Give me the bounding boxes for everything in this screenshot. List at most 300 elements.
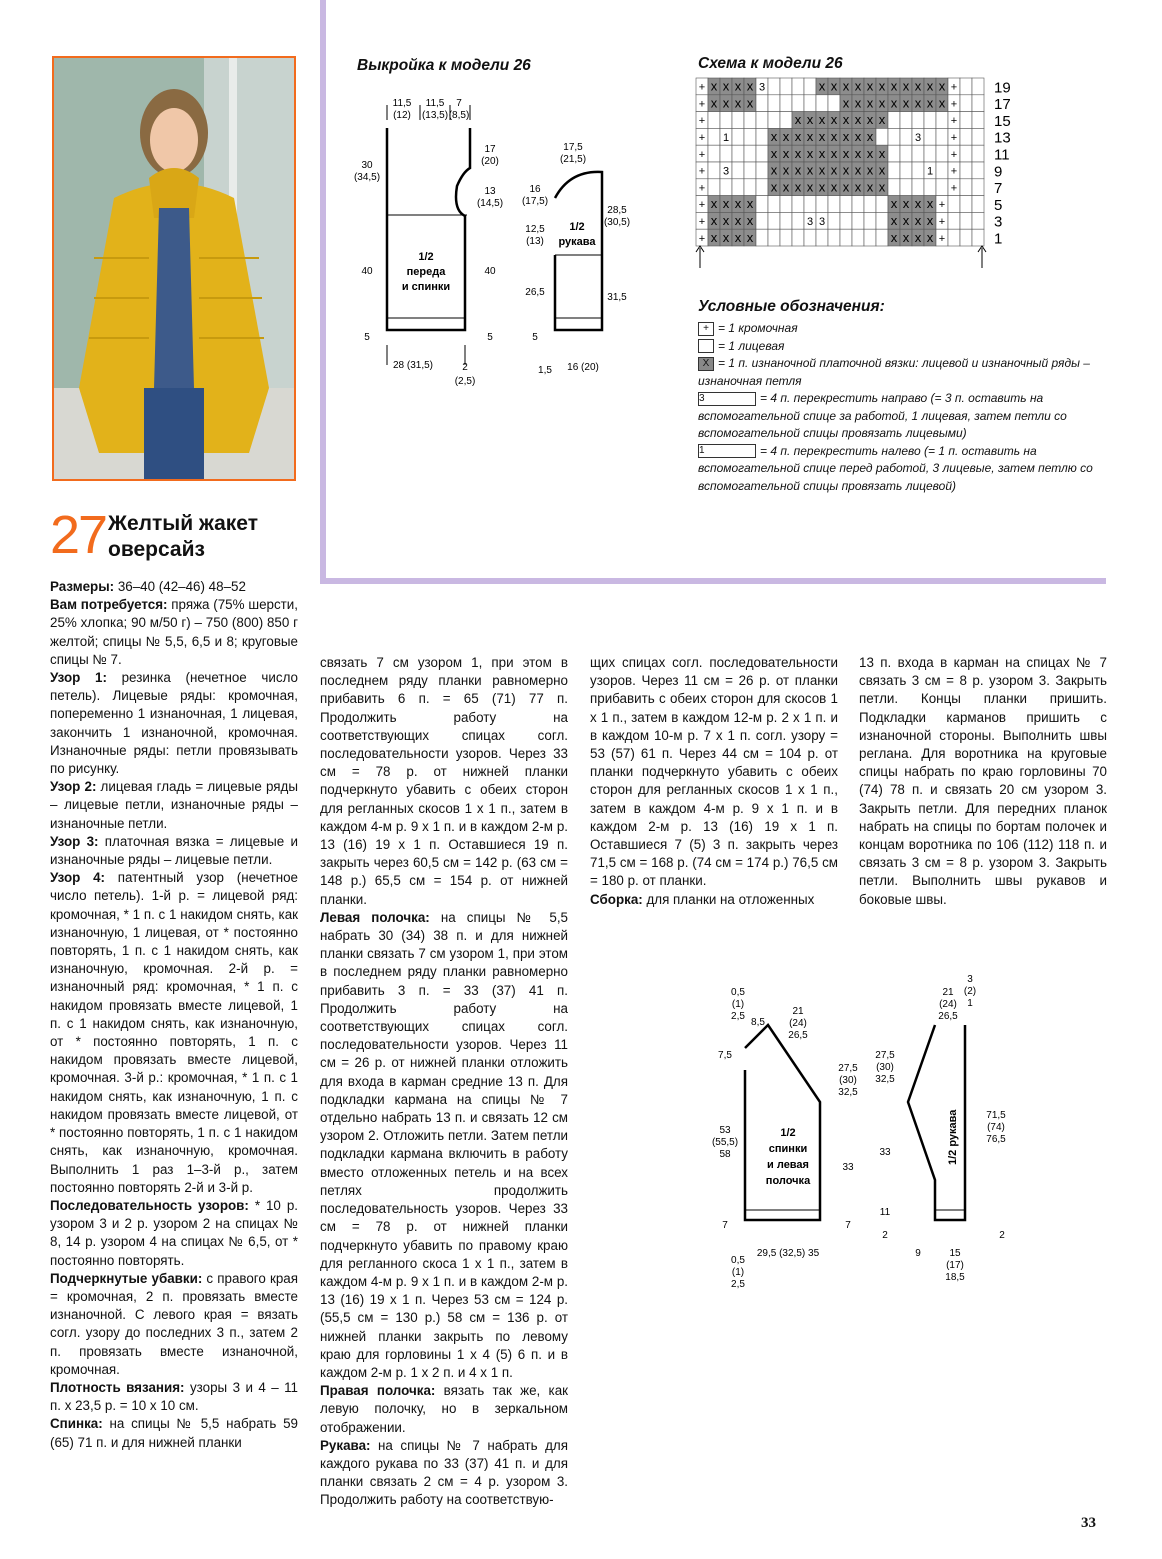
- chart-cell: [972, 145, 984, 162]
- chart-cell: [720, 179, 732, 196]
- paragraph: [320, 654, 568, 909]
- chart-symbol: x: [734, 196, 742, 212]
- legend-item: [698, 320, 1108, 338]
- raglan-diagram: [711, 970, 1040, 1290]
- dimension-label: 1,5: [538, 365, 552, 376]
- chart-symbol: +: [950, 81, 958, 94]
- chart-row-label: 1: [994, 230, 1003, 248]
- dimension-label: и левая: [767, 1159, 809, 1171]
- chart-cell: [972, 128, 984, 145]
- chart-symbol: x: [914, 196, 922, 212]
- chart-cell: [756, 128, 768, 145]
- chart-cell: [936, 112, 948, 129]
- chart-cell: [924, 179, 936, 196]
- paragraph-text: узоры 3 и 4 – 11 п. х 23,5 р. = 10 х 10 см.: [50, 1379, 299, 1414]
- chart-cell: [756, 229, 768, 246]
- chart-cell: [756, 196, 768, 213]
- dimension-label: 11,5: [425, 98, 445, 109]
- chart-symbol: 3: [806, 216, 814, 228]
- dimension-label: 33: [879, 1147, 891, 1158]
- dimension-label: 17,5: [563, 142, 583, 153]
- chart-symbol: x: [710, 213, 718, 228]
- dimension-label: (17,5): [521, 196, 549, 207]
- paragraph-text: 13 п. входа в карман на спицах № 7 связать 3 см = 8 р. узором 3. Закрыть петли. Концы планки пришить. Подкладки карманов пришить с изнаночной стороны. Выполнить швы реглана. Для воротника на круговые спицы набрать по краю горловины 70 (74) 78 п. и связать 20 см узором 3. Закрыть петли. Для передних планок набрать на спицы по бортам полочек и концам воротника по 106 (112) 118 п. и связать 3 см = 8 р. узором 3. Закрыть петли. Выполнить швы рукавов и боковые швы.: [859, 655, 1107, 907]
- chart-symbol: +: [698, 81, 706, 94]
- chart-symbol: x: [746, 229, 754, 245]
- chart-symbol: x: [842, 129, 850, 144]
- chart-symbol: x: [938, 95, 946, 111]
- dimension-label: 21: [942, 987, 954, 998]
- chart-symbol: x: [866, 95, 874, 111]
- chart-symbol: x: [854, 145, 862, 161]
- chart-symbol: x: [794, 162, 802, 178]
- paragraph-text: патентный узор (нечетное число петель). 1-й р. = лицевой ряд: кромочная, * 1 п. с 1 накидом снять, как изнаночную, 1 лицевая, от * постоянно повторять, 1 п. с 1 накидом снять, как изнаночную, кромочная. 2-й р. = изнаночный ряд: кромочная, * 1 п. с накидом провязать вместе лицевой, 1 п. с 1 накидом снять, как изнаночную, от * постоянно повторять, 1 п. с накидом провязать вместе лицевой, кромочная. 3-й р.: кромочная, * 1 п. с 1 накидом снять, как изнаночную, 1 п. с накидом провязать вместе лицевой, от * постоянно повторять, 1 п. с 1 накидом снять, как изнаночную, кромочная. Выполнить 1 раз 1–3-й р., затем постоянно повторять 2-й и 3-й р.: [50, 870, 298, 1195]
- column-1: [50, 578, 298, 1452]
- dimension-label: 40: [484, 266, 496, 277]
- chart-row-label: 3: [994, 213, 1003, 231]
- chart-symbol: x: [746, 213, 754, 228]
- dimension-label: (13): [526, 236, 544, 247]
- dimension-label: 1/2: [569, 221, 585, 233]
- chart-symbol: +: [698, 165, 706, 178]
- chart-cell: [732, 145, 744, 162]
- chart-symbol: x: [794, 145, 802, 161]
- chart-cell: [888, 145, 900, 162]
- chart-symbol: +: [698, 132, 706, 144]
- chart-symbol: +: [950, 165, 958, 178]
- legend-symbol-icon: [698, 339, 714, 353]
- chart-symbol: x: [890, 196, 898, 212]
- paragraph: [320, 1382, 568, 1437]
- column-3: [590, 654, 838, 909]
- chart-symbol: x: [902, 196, 910, 212]
- chart-cell: [816, 196, 828, 213]
- paragraph: [50, 1197, 298, 1270]
- chart-symbol: +: [698, 199, 706, 212]
- paragraph: [50, 869, 298, 1197]
- chart-cell: [912, 162, 924, 179]
- dimension-label: 32,5: [875, 1074, 895, 1085]
- chart-arrow-icon: [696, 246, 704, 268]
- chart-symbol: x: [818, 78, 826, 94]
- chart-cell: [936, 179, 948, 196]
- chart-title: Схема к модели 26: [698, 55, 843, 72]
- chart-symbol: x: [866, 145, 874, 161]
- paragraph-text: резинка (нечетное число петель). Лицевые ряды: кромочная, попеременно 1 изнаночная, 1 лицевая, закончить 1 изнаночной, кромочная. Изнаночные ряды: петли провязывать по рисунку.: [50, 670, 298, 777]
- chart-symbol: x: [770, 179, 778, 195]
- chart-cell: [864, 196, 876, 213]
- chart-symbol: +: [950, 148, 958, 161]
- chart-cell: [972, 196, 984, 213]
- dimension-label: 53: [719, 1125, 731, 1136]
- chart-symbol: x: [770, 129, 778, 144]
- dimension-label: 8,5: [751, 1017, 765, 1028]
- chart-cell: [744, 128, 756, 145]
- chart-symbol: x: [866, 78, 874, 94]
- dimension-label: 7: [845, 1220, 851, 1231]
- chart-symbol: x: [818, 179, 826, 195]
- chart-cell: [852, 229, 864, 246]
- chart-cell: [912, 112, 924, 129]
- chart-cell: [972, 95, 984, 112]
- chart-symbol: +: [698, 115, 706, 128]
- dimension-label: 18,5: [945, 1272, 965, 1283]
- chart-symbol: x: [914, 78, 922, 94]
- dimension-label: (13,5): [421, 110, 449, 121]
- chart-cell: [960, 95, 972, 112]
- chart-cell: [828, 196, 840, 213]
- dimension-label: 9: [915, 1248, 921, 1259]
- dimension-label: 27,5: [875, 1050, 895, 1061]
- chart-cell: [876, 229, 888, 246]
- chart-symbol: x: [842, 162, 850, 178]
- dimension-label: 2,5: [731, 1011, 745, 1022]
- chart-symbol: x: [854, 129, 862, 144]
- paragraph-text: на спицы № 5,5 набрать 59 (65) 71 п. и для нижней планки: [50, 1416, 298, 1450]
- chart-cell: [720, 112, 732, 129]
- chart-symbol: x: [842, 112, 850, 128]
- chart-cell: [864, 229, 876, 246]
- dimension-label: 11,5: [392, 98, 412, 109]
- frame-horizontal: [320, 578, 1106, 584]
- dimension-label: 33: [842, 1162, 854, 1173]
- chart-cell: [972, 78, 984, 95]
- chart-cell: [780, 95, 792, 112]
- chart-cell: [888, 112, 900, 129]
- chart-symbol: x: [818, 129, 826, 144]
- dimension-label: 28,5: [607, 205, 627, 216]
- dimension-label: 58: [719, 1149, 731, 1160]
- chart-symbol: x: [842, 145, 850, 161]
- chart-cell: [732, 128, 744, 145]
- chart-symbol: x: [722, 78, 730, 94]
- dimension-label: 1: [967, 998, 973, 1009]
- chart-cell: [756, 179, 768, 196]
- model-photo: [52, 56, 296, 481]
- chart-symbol: x: [866, 112, 874, 128]
- chart-symbol: +: [950, 115, 958, 128]
- chart-cell: [780, 112, 792, 129]
- paragraph-text: платочная вязка = лицевые и изнаночные ряды – лицевые петли.: [50, 833, 298, 868]
- legend-item: [698, 338, 1108, 356]
- paragraph-heading: Левая полочка:: [320, 909, 430, 925]
- chart-cell: [864, 212, 876, 229]
- chart-symbol: x: [710, 78, 718, 94]
- dimension-label: (1): [731, 999, 745, 1010]
- dimension-label: 26,5: [938, 1011, 958, 1022]
- dimension-label: (21,5): [559, 154, 587, 165]
- dimension-label: 76,5: [986, 1134, 1006, 1145]
- legend-text: = 4 п. перекрестить налево (= 1 п. оставить на вспомогательной спице перед работой, 3 лицевые, затем петлю со вспомогательной спицы провязать лицевой): [698, 443, 1093, 493]
- chart-symbol: x: [746, 95, 754, 111]
- chart-symbol: x: [710, 229, 718, 245]
- chart-symbol: 3: [758, 81, 766, 94]
- chart-cell: [888, 128, 900, 145]
- legend-symbol-icon: 1: [698, 444, 756, 458]
- chart-symbol: x: [890, 78, 898, 94]
- chart-cell: [828, 212, 840, 229]
- chart-symbol: x: [830, 162, 838, 178]
- chart-symbol: x: [842, 95, 850, 111]
- page-number: 33: [1081, 1515, 1096, 1531]
- paragraph: [859, 654, 1107, 909]
- dimension-label: 28 (31,5): [392, 360, 434, 371]
- dimension-label: (30,5): [603, 217, 631, 228]
- dimension-label: 29,5 (32,5) 35: [756, 1248, 820, 1259]
- dimension-label: 5: [532, 332, 538, 343]
- chart-symbol: +: [938, 232, 946, 245]
- paragraph: [50, 596, 298, 669]
- chart-row-label: 15: [994, 112, 1011, 130]
- dimension-label: 7: [722, 1220, 728, 1231]
- chart-symbol: 3: [722, 165, 730, 178]
- chart-symbol: x: [890, 213, 898, 228]
- dimension-label: 2: [999, 1230, 1005, 1241]
- chart-cell: [816, 229, 828, 246]
- dimension-label: спинки: [768, 1143, 808, 1155]
- chart-symbol: x: [782, 162, 790, 178]
- chart-cell: [948, 229, 960, 246]
- dimension-label: 2,5: [731, 1279, 745, 1290]
- legend-symbol-icon: 3: [698, 392, 756, 406]
- chart-cell: [924, 112, 936, 129]
- chart-cell: [792, 95, 804, 112]
- paragraph: [320, 1437, 568, 1510]
- chart-symbol: x: [806, 112, 814, 128]
- dimension-label: (1): [731, 1267, 745, 1278]
- chart-symbol: x: [782, 129, 790, 144]
- chart-symbol: x: [854, 112, 862, 128]
- chart-symbol: x: [806, 162, 814, 178]
- chart-cell: [720, 145, 732, 162]
- chart-row-label: 7: [994, 180, 1003, 198]
- dimension-label: 0,5: [731, 987, 745, 998]
- chart-symbol: x: [926, 196, 934, 212]
- dimension-label: 7,5: [718, 1050, 732, 1061]
- chart-symbol: 3: [914, 132, 922, 144]
- chart-cell: [780, 196, 792, 213]
- dimension-label: 7: [456, 98, 462, 109]
- paragraph-text: на спицы № 5,5 набрать 30 (34) 38 п. и для нижней планки связать 7 см узором 1, при этом в последнем ряду планки равномерно прибавить 3 п. = 33 (37) 41 п. Продолжить работу на соответствующих спицах согл. последовательности узоров. Через 11 см = 26 р. от нижней планки отложить для входа в карман средние 13 п. Для подкладки кармана на спицы № 7 отдельно набрать 13 п. и связать 12 см узором 2. Отложить петли. Затем петли подкладки кармана включить в работу вместо отложенных петель и на всех петлях продолжить последовательность узоров. Через 33 см = 78 р. от нижней планки подчеркнуто убавить по правому краю для регланного скоса 1 х 1 п., затем в каждом 4-м р. 9 х 1 п. и в каждом 2-м р. 13 (16) 19 х 1 п. Через 53 см = 124 р. (55,5 см = 130 р.) 58 см = 136 р. от нижней планки закрыть по левому краю для горловины 1 х 4 (5) 6 п. и в каждом 2-м р. 1 х 2 п. и 4 х 1 п.: [320, 909, 568, 1380]
- chart-cell: [792, 212, 804, 229]
- legend-text: = 4 п. перекрестить направо (= 3 п. оставить на вспомогательной спице за работой, 1 лицевая, затем петли со вспомогательной спицы провязать лицевыми): [698, 391, 1067, 440]
- chart-cell: [732, 179, 744, 196]
- chart-symbol: x: [782, 145, 790, 161]
- chart-symbol: x: [854, 179, 862, 195]
- dimension-label: рукава: [558, 236, 596, 248]
- chart-cell: [900, 162, 912, 179]
- chart-cell: [888, 179, 900, 196]
- chart-cell: [828, 95, 840, 112]
- dimension-label: 16: [529, 184, 541, 195]
- dimension-label: (20): [481, 156, 499, 167]
- chart-symbol: x: [902, 78, 910, 94]
- chart-symbol: x: [722, 229, 730, 245]
- chart-symbol: x: [770, 162, 778, 178]
- chart-cell: [960, 128, 972, 145]
- chart-symbol: x: [794, 129, 802, 144]
- legend-item: [698, 443, 1108, 496]
- chart-cell: [768, 196, 780, 213]
- chart-cell: [912, 145, 924, 162]
- chart-symbol: x: [854, 78, 862, 94]
- chart-symbol: +: [950, 132, 958, 144]
- chart-cell: [768, 112, 780, 129]
- chart-symbol: x: [890, 229, 898, 245]
- chart-symbol: x: [746, 196, 754, 212]
- legend-symbol-icon: X: [698, 357, 714, 371]
- legend-item: [698, 355, 1108, 390]
- dimension-label: 32,5: [838, 1087, 858, 1098]
- chart-row-label: 5: [994, 196, 1003, 214]
- chart-cell: [972, 229, 984, 246]
- dimension-label: (24): [789, 1018, 807, 1029]
- chart-cell: [780, 212, 792, 229]
- chart-symbol: x: [914, 229, 922, 245]
- chart-cell: [876, 212, 888, 229]
- legend-item: [698, 390, 1108, 443]
- chart-cell: [924, 128, 936, 145]
- chart-symbol: x: [926, 95, 934, 111]
- chart-cell: [960, 179, 972, 196]
- chart-cell: [876, 128, 888, 145]
- dimension-label: (30): [839, 1075, 857, 1086]
- chart-cell: [960, 196, 972, 213]
- chart-symbol: +: [698, 232, 706, 245]
- dimension-label: (34,5): [353, 172, 381, 183]
- paragraph-heading: Рукава:: [320, 1437, 371, 1453]
- chart-symbol: +: [938, 216, 946, 228]
- legend-text: = 1 п. изнаночной платочной вязки: лицевой и изнаночный ряды – изнаночная петля: [698, 356, 1090, 388]
- chart-symbol: x: [734, 78, 742, 94]
- paragraph-text: лицевая гладь = лицевые ряды – лицевые петли, изнаночные ряды – изнаночные петли.: [50, 779, 298, 831]
- chart-row-label: 17: [994, 96, 1011, 114]
- chart-symbol: x: [830, 78, 838, 94]
- chart-symbol: x: [854, 162, 862, 178]
- chart-cell: [732, 162, 744, 179]
- chart-symbol: 3: [818, 216, 826, 228]
- chart-symbol: x: [938, 78, 946, 94]
- chart-symbol: x: [818, 145, 826, 161]
- chart-cell: [936, 162, 948, 179]
- chart-cell: [708, 112, 720, 129]
- frame-vertical: [320, 0, 326, 584]
- chart-cell: [816, 95, 828, 112]
- chart-symbol: +: [698, 98, 706, 111]
- chart-cell: [972, 179, 984, 196]
- chart-cell: [744, 112, 756, 129]
- paragraph: [50, 1379, 298, 1415]
- pattern-title: Выкройка к модели 26: [357, 57, 531, 74]
- dimension-label: 3: [967, 974, 973, 985]
- chart-cell: [804, 95, 816, 112]
- paragraph-text: * 10 р. узором 3 и 2 р. узором 2 на спицах № 8, 14 р. узором 4 на спицах № 6,5, от * постоянно повторять.: [50, 1197, 298, 1268]
- chart-cell: [888, 162, 900, 179]
- paragraph: [50, 1415, 298, 1451]
- dimension-label: переда: [406, 266, 446, 278]
- paragraph: [320, 909, 568, 1382]
- chart-cell: [744, 179, 756, 196]
- dimension-label: 15: [949, 1248, 961, 1259]
- dimension-label: 13: [484, 186, 496, 197]
- paragraph-heading: Узор 1:: [50, 670, 107, 686]
- legend-symbol-icon: +: [698, 322, 714, 336]
- chart-symbol: x: [830, 112, 838, 128]
- chart-cell: [756, 212, 768, 229]
- chart-cell: [852, 212, 864, 229]
- dimension-label: (2,5): [454, 376, 476, 387]
- dimension-label: 16 (20): [567, 362, 599, 373]
- dimension-label: (8,5): [448, 110, 470, 121]
- dimension-label: 5: [487, 332, 493, 343]
- paragraph-text: связать 7 см узором 1, при этом в последнем ряду планки равномерно прибавить 6 п. = 65 (71) 77 п. Продолжить работу на соответствующих спицах согл. последовательности узоров. Через 33 см = 78 р. от нижней планки подчеркнуто убавить с обеих сторон для регланных скосов 1 х 1 п., затем в каждом 4-м р. 9 х 1 п. и в каждом 2-м р. 13 (16) 19 х 1 п. Оставшиеся 19 п. закрыть через 60,5 см = 142 р. (63 см = 148 р.) 65,5 см = 154 р. от нижней планки.: [320, 655, 568, 907]
- chart-symbol: x: [878, 179, 886, 195]
- chart-cell: [708, 162, 720, 179]
- chart-symbol: 1: [722, 132, 730, 144]
- chart-cell: [876, 196, 888, 213]
- chart-symbol: x: [902, 213, 910, 228]
- chart-symbol: x: [842, 179, 850, 195]
- paragraph-heading: Сборка:: [590, 891, 643, 907]
- sleeve-label: 1/2 рукава: [947, 1109, 959, 1165]
- chart-cell: [972, 162, 984, 179]
- paragraph: [590, 654, 838, 891]
- dimension-label: (14,5): [476, 198, 504, 209]
- chart-symbol: x: [902, 95, 910, 111]
- model-number: 27: [50, 505, 107, 565]
- legend-text: = 1 лицевая: [718, 338, 785, 353]
- chart-symbol: x: [782, 179, 790, 195]
- paragraph-text: щих спицах согл. последовательности узоров. Через 11 см = 26 р. от планки прибавить с обеих сторон для скосов 1 х 1 п., затем в каждом 12-м р. 2 х 1 п. и в каждом 10-м р. 7 х 1 п. согл. узору = 53 (57) 61 п. Через 44 см = 104 р. от планки подчеркнуто убавить с обеих сторон для регланных скосов 1 х 1 п., затем в каждом 4-м р. 9 х 1 п. и в каждом 2-м р. 13 (16) 19 х 1 п. Оставшиеся 7 (5) 3 п. закрыть через 71,5 см = 168 р. (74 см = 174 р.) 76,5 см = 180 р. от планки.: [590, 655, 838, 889]
- paragraph-text: вязать так же, как левую полочку, но в зеркальном отображении.: [320, 1383, 569, 1435]
- dimension-label: (2): [963, 986, 977, 997]
- chart-cell: [960, 78, 972, 95]
- paragraph-heading: Правая полочка:: [320, 1383, 436, 1399]
- chart-cell: [756, 112, 768, 129]
- legend-text: = 1 кромочная: [718, 321, 798, 335]
- chart-cell: [960, 162, 972, 179]
- chart-symbol: x: [914, 213, 922, 228]
- chart-symbol: +: [950, 182, 958, 195]
- chart-cell: [768, 95, 780, 112]
- chart-symbol: x: [926, 78, 934, 94]
- chart-cell: [708, 179, 720, 196]
- chart-cell: [768, 212, 780, 229]
- chart-symbol: +: [698, 216, 706, 228]
- chart-cell: [828, 229, 840, 246]
- chart-cell: [972, 112, 984, 129]
- chart-symbol: x: [734, 213, 742, 228]
- chart-cell: [960, 212, 972, 229]
- paragraph: [50, 669, 298, 778]
- chart-cell: [756, 162, 768, 179]
- chart-symbol: x: [878, 112, 886, 128]
- chart-symbol: x: [902, 229, 910, 245]
- chart-cell: [924, 145, 936, 162]
- dimension-label: и спинки: [401, 281, 451, 293]
- pattern-diagram: [345, 90, 645, 390]
- chart-row-label: 19: [994, 79, 1011, 97]
- chart-symbol: x: [746, 78, 754, 94]
- chart-cell: [936, 145, 948, 162]
- chart-symbol: x: [830, 129, 838, 144]
- chart-symbol: x: [770, 145, 778, 161]
- chart-cell: [744, 162, 756, 179]
- chart-cell: [852, 196, 864, 213]
- dimension-label: 1/2: [418, 251, 434, 263]
- dimension-label: 5: [364, 332, 370, 343]
- chart-symbol: x: [878, 145, 886, 161]
